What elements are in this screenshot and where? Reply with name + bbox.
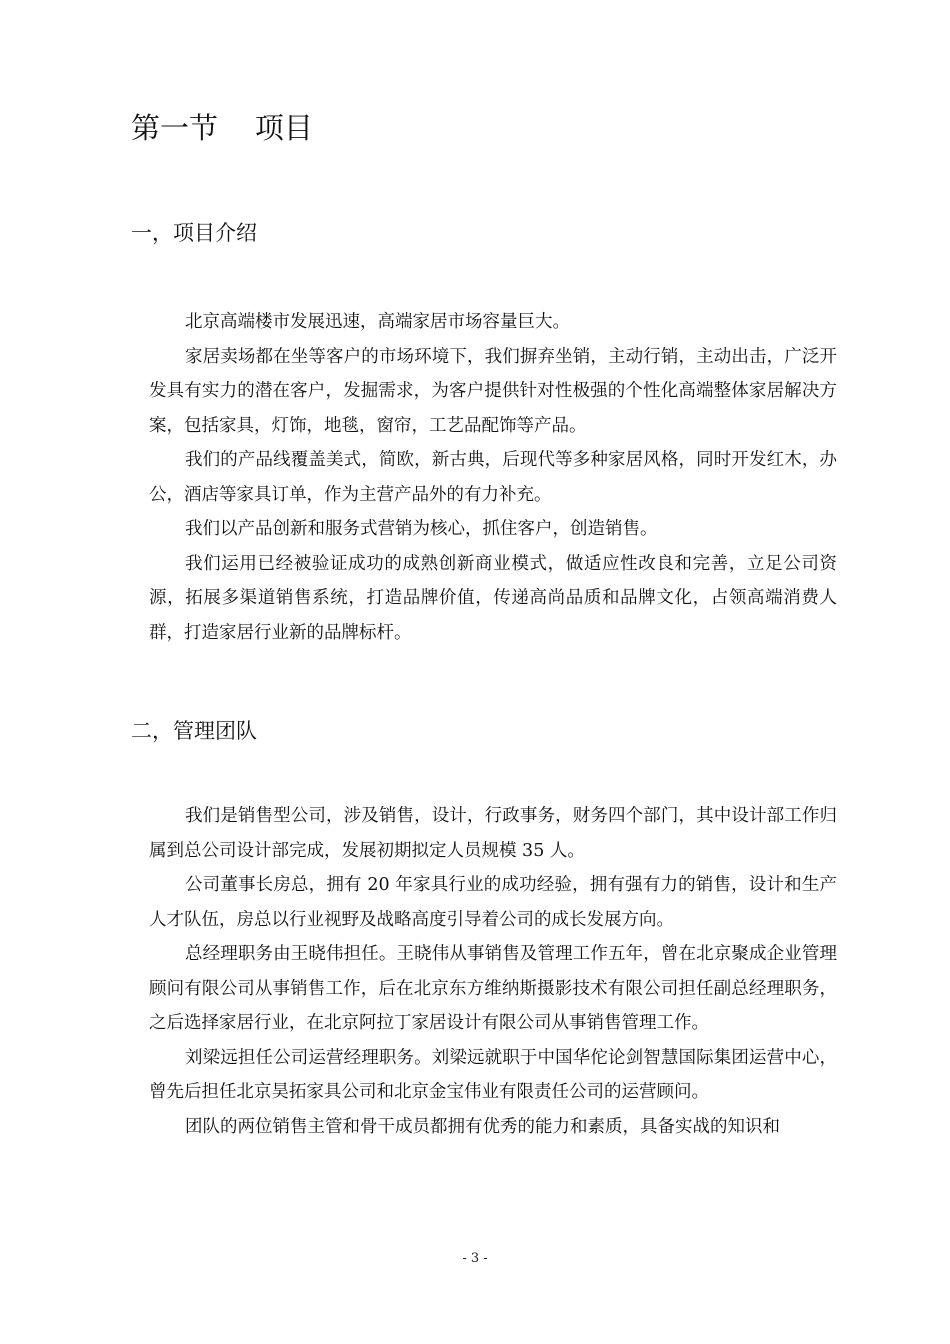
- paragraph: 我们是销售型公司，涉及销售，设计，行政事务，财务四个部门，其中设计部工作归属到总公司设计部完成，发展初期拟定人员规模 35 人。: [149, 806, 837, 861]
- paragraph: 我们的产品线覆盖美式，简欧，新古典，后现代等多种家居风格，同时开发红木，办公，酒店等家具订单，作为主营产品外的有力补充。: [149, 450, 837, 505]
- page-number: - 3 -: [462, 1251, 488, 1266]
- paragraph: 公司董事长房总，拥有 20 年家具行业的成功经验，拥有强有力的销售，设计和生产人才队伍，房总以行业视野及战略高度引导着公司的成长发展方向。: [149, 875, 837, 930]
- paragraph: 团队的两位销售主管和骨干成员都拥有优秀的能力和素质，具备实战的知识和: [185, 1116, 780, 1137]
- section-body-management-team: [149, 799, 837, 1144]
- chapter-title: 第一节 项目: [131, 111, 313, 145]
- paragraph: 家居卖场都在坐等客户的市场环境下，我们摒弃坐销，主动行销，主动出击，广泛开发具有实力的潜在客户，发掘需求，为客户提供针对性极强的个性化高端整体家居解决方案，包括家具，灯饰，地毯，窗帘，工艺品配饰等产品。: [149, 346, 837, 436]
- section-heading-project-intro: 一，项目介绍: [131, 221, 257, 245]
- section-heading-management-team: 二，管理团队: [131, 719, 257, 743]
- paragraph: 我们运用已经被验证成功的成熟创新商业模式，做适应性改良和完善，立足公司资源，拓展多渠道销售系统，打造品牌价值，传递高尚品质和品牌文化，占领高端消费人群，打造家居行业新的品牌标杆。: [149, 553, 837, 643]
- paragraph: 北京高端楼市发展迅速，高端家居市场容量巨大。: [185, 312, 570, 332]
- paragraph: 刘梁远担任公司运营经理职务。刘梁远就职于中国华佗论剑智慧国际集团运营中心，曾先后担任北京昊拓家具公司和北京金宝伟业有限责任公司的运营顾问。: [149, 1047, 837, 1102]
- paragraph: 总经理职务由王晓伟担任。王晓伟从事销售及管理工作五年，曾在北京聚成企业管理顾问有限公司从事销售工作，后在北京东方维纳斯摄影技术有限公司担任副总经理职务，之后选择家居行业，在北京阿拉丁家居设计有限公司从事销售管理工作。: [149, 944, 837, 1033]
- paragraph: 我们以产品创新和服务式营销为核心，抓住客户，创造销售。: [185, 519, 658, 539]
- section-body-project-intro: [149, 305, 837, 650]
